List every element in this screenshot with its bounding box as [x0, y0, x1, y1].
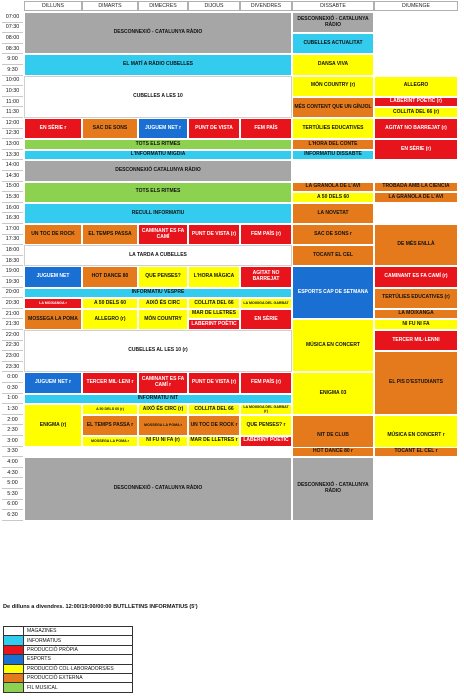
time-label: 4:00: [2, 457, 23, 468]
time-label: 10:00: [2, 76, 23, 87]
legend-label: ESPORTS: [27, 656, 51, 663]
program-block: LA GRANOLA DE L'AVI: [292, 182, 374, 193]
time-label: 12:00: [2, 118, 23, 129]
day-header: DIVENDRES: [240, 1, 292, 11]
program-block: MÓN COUNTRY: [138, 309, 188, 330]
program-block: AIXÒ ÉS CIRC: [138, 298, 188, 309]
program-block: L'HORA DEL CONTE: [292, 139, 374, 150]
program-block: EN SÈRIE (r): [374, 139, 458, 160]
time-label: 11:30: [2, 107, 23, 118]
legend-swatch: [4, 636, 24, 644]
program-block: LABERINT POÈTIC: [240, 436, 292, 447]
time-label: 21:00: [2, 309, 23, 320]
day-header: DIUMENGE: [374, 1, 458, 11]
day-header: DIMECRES: [138, 1, 188, 11]
time-label: 18:30: [2, 256, 23, 267]
program-block: LA MOIXIGA DEL GARBAT (r): [240, 404, 292, 415]
program-block: ALLEGRO (r): [82, 309, 138, 330]
time-label: 22:30: [2, 341, 23, 352]
program-block: JUGUEM NET r: [138, 118, 188, 139]
legend-label: INFORMATIUS: [27, 637, 62, 644]
time-label: 14:30: [2, 171, 23, 182]
program-block: EN SÈRIE: [240, 309, 292, 330]
time-label: 15:00: [2, 182, 23, 193]
program-block: SAC DE SONS: [82, 118, 138, 139]
time-label: 20:00: [2, 288, 23, 299]
program-block: AIXÒ ÉS CIRC (r): [138, 404, 188, 415]
program-block: MÚSICA EN CONCERT r: [374, 415, 458, 457]
program-block: CUBELLES ACTUALITAT: [292, 33, 374, 54]
program-block: LABERINT POÈTIC (r): [374, 97, 458, 108]
time-label: 2:00: [2, 415, 23, 426]
program-block: ALLEGRO: [374, 76, 458, 97]
bulletin-note: De dilluns a divendres. 12:00/19:00/00:00 BUTLLETINS INFORMATIUS (5'): [3, 604, 198, 610]
time-label: 16:30: [2, 213, 23, 224]
program-block: NIT DE CLUB: [292, 415, 374, 457]
legend-swatch: [4, 655, 24, 663]
time-label: 16:00: [2, 203, 23, 214]
time-label: 6:00: [2, 500, 23, 511]
time-label: 15:30: [2, 192, 23, 203]
program-block: PUNT DE VISTA: [188, 118, 240, 139]
time-label: 22:00: [2, 330, 23, 341]
time-label: 1:00: [2, 394, 23, 405]
time-label: 23:00: [2, 351, 23, 362]
legend-swatch: [4, 627, 24, 635]
time-label: 5:00: [2, 478, 23, 489]
program-block: AGITAT NO BARREJAT: [240, 266, 292, 287]
program-block: MÚSICA EN CONCERT: [292, 319, 374, 372]
legend-label: PRODUCCIÓ COL·LABORADORS/ES: [27, 665, 114, 672]
time-label: 08:30: [2, 44, 23, 55]
program-block: TERTÚLIES EDUCATIVES (r): [374, 288, 458, 309]
program-block: FEM PAÍS: [240, 118, 292, 139]
program-block: ESPORTS CAP DE SETMANA: [292, 266, 374, 319]
program-block: JUGUEM NET r: [24, 372, 82, 393]
program-block: UN TOC DE ROCK r: [188, 415, 240, 436]
time-label: 2:30: [2, 425, 23, 436]
program-block: TERCER MIL·LENNI: [374, 330, 458, 351]
program-block: EL TEMPS PASSA r: [82, 415, 138, 436]
time-label: 9:00: [2, 54, 23, 65]
time-label: 23:30: [2, 362, 23, 373]
program-block: CAMINANT ES FA CAMÍ r: [138, 372, 188, 393]
program-block: DE MÉS ENLLÀ: [374, 224, 458, 266]
day-header: DIJOUS: [188, 1, 240, 11]
legend-label: FIL MUSICAL: [27, 684, 58, 691]
legend-item: [4, 683, 132, 691]
time-label: 21:30: [2, 319, 23, 330]
legend-label: MAGAZINES: [27, 628, 57, 635]
time-label: 08:00: [2, 33, 23, 44]
legend-swatch: [4, 674, 24, 682]
program-block: NI FU NI FA (r): [138, 436, 188, 447]
program-block: JUGUEM NET: [24, 266, 82, 287]
time-label: 14:00: [2, 160, 23, 171]
program-block: TERCER MIL·LENI r: [82, 372, 138, 393]
time-label: 9:30: [2, 65, 23, 76]
program-block: AGITAT NO BARREJAT (r): [374, 118, 458, 139]
program-block: L'INFORMATIU MIGDIA: [24, 150, 292, 161]
time-label: 3:00: [2, 436, 23, 447]
time-label: 0:30: [2, 383, 23, 394]
program-block: CUBELLES A LES 10: [24, 76, 292, 118]
program-block: DESCONNEXIÓ - CATALUNYA RÀDIO: [292, 457, 374, 521]
program-block: LABERINT POÈTIC: [188, 319, 240, 330]
program-block: CAMINANT ES FA CAMÍ: [138, 224, 188, 245]
time-label: 17:00: [2, 224, 23, 235]
program-block: TOCANT EL CEL: [292, 245, 374, 266]
program-block: HOT DANCE 80: [82, 266, 138, 287]
program-block: MÓN COUNTRY (r): [292, 76, 374, 97]
program-block: L'HORA MÀGICA: [188, 266, 240, 287]
legend-item: [4, 627, 132, 636]
legend-label: PRODUCCIÓ EXTERNA: [27, 675, 83, 682]
legend-item: [4, 655, 132, 664]
program-block: A 50 DELS 60: [82, 298, 138, 309]
day-header: DILLUNS: [24, 1, 82, 11]
program-block: LA GRANOLA DE L'AVI: [374, 192, 458, 203]
program-block: MAR DE LLETRES r: [188, 436, 240, 447]
legend-label: PRODUCCIÓ PRÒPIA: [27, 646, 78, 653]
program-block: INFORMATIU VESPRE: [24, 288, 292, 299]
program-block: COLLITA DEL 66: [188, 298, 240, 309]
program-block: LA MOIXIGA DEL GARBAT: [240, 298, 292, 309]
program-block: TOTS ELS RITMES: [24, 182, 292, 203]
program-block: COLLITA DEL 66 (r): [374, 107, 458, 118]
program-block: COLLITA DEL 66: [188, 404, 240, 415]
program-block: TERTÚLIES EDUCATIVES: [292, 118, 374, 139]
time-label: 1:30: [2, 404, 23, 415]
program-block: SAC DE SONS r: [292, 224, 374, 245]
legend-swatch: [4, 683, 24, 691]
time-label: 5:30: [2, 489, 23, 500]
program-block: EL TEMPS PASSA: [82, 224, 138, 245]
program-block: MAR DE LLETRES: [188, 309, 240, 320]
program-block: QUE PENSES? r: [240, 415, 292, 436]
program-block: LA TARDA A CUBELLES: [24, 245, 292, 266]
program-block: A 50 DELS 60 (r): [82, 404, 138, 415]
program-block: EL PIS D'ESTUDIANTS: [374, 351, 458, 415]
program-block: DESCONNEXIÓ - CATALUNYA RÀDIO: [24, 457, 292, 521]
program-block: HOT DANCE 80 r: [292, 447, 374, 458]
time-label: 20:30: [2, 298, 23, 309]
time-label: 4:30: [2, 468, 23, 479]
time-label: 11:00: [2, 97, 23, 108]
program-block: ENIGMA 03: [292, 372, 374, 414]
program-block: MOSSEGA LA POMA r: [138, 415, 188, 436]
program-block: ENIGMA (r): [24, 404, 82, 446]
program-block: LA MOIXANGA: [374, 309, 458, 320]
program-block: FEM PAÍS (r): [240, 372, 292, 393]
time-label: 19:00: [2, 266, 23, 277]
program-block: QUE PENSES?: [138, 266, 188, 287]
program-block: UN TOC DE ROCK: [24, 224, 82, 245]
time-label: 12:30: [2, 129, 23, 140]
time-label: 0:00: [2, 372, 23, 383]
legend-item: [4, 646, 132, 655]
program-block: INFORMATIU DISSABTE: [292, 150, 374, 161]
program-block: PUNT DE VISTA (r): [188, 224, 240, 245]
legend-item: [4, 674, 132, 683]
program-block: TOCANT EL CEL r: [374, 447, 458, 458]
program-block: TOTS ELS RITMES: [24, 139, 292, 150]
color-legend: [3, 626, 133, 693]
program-block: CAMINANT ES FA CAMÍ (r): [374, 266, 458, 287]
program-block: LA MOIXANGA r: [24, 298, 82, 309]
day-header: DISSABTE: [292, 1, 374, 11]
program-block: EN SÈRIE r: [24, 118, 82, 139]
time-label: 10:30: [2, 86, 23, 97]
program-block: EL MATÍ A RÀDIO CUBELLES: [24, 54, 292, 75]
program-block: FEM PAÍS (r): [240, 224, 292, 245]
program-block: PUNT DE VISTA (r): [188, 372, 240, 393]
legend-item: [4, 636, 132, 645]
time-label: 13:30: [2, 150, 23, 161]
legend-item: [4, 665, 132, 674]
program-block: A 50 DELS 60: [292, 192, 374, 203]
time-label: 6:30: [2, 510, 23, 521]
time-label: 07:30: [2, 23, 23, 34]
program-block: DESCONNEXIÓ CATALUNYA RÀDIO: [24, 160, 292, 181]
program-block: INFORMATIU NIT: [24, 394, 292, 405]
time-label: 19:30: [2, 277, 23, 288]
day-header: DIMARTS: [82, 1, 138, 11]
program-block: RECULL INFORMATIU: [24, 203, 292, 224]
program-block: TROBADA AMB LA CIÈNCIA: [374, 182, 458, 193]
program-block: MOSSEGA LA POMA r: [82, 436, 138, 447]
program-block: DANSA VIVA: [292, 54, 374, 75]
program-block: MOSSEGA LA POMA: [24, 309, 82, 330]
legend-swatch: [4, 665, 24, 673]
time-label: 17:30: [2, 235, 23, 246]
program-block: DESCONNEXIÓ - CATALUNYA RÀDIO: [24, 12, 292, 54]
program-block: CUBELLES AL LES 10 (r): [24, 330, 292, 372]
program-block: MÉS CONTENT QUE UN GÍNJOL: [292, 97, 374, 118]
time-label: 07:00: [2, 12, 23, 23]
program-block: LA NOVETAT: [292, 203, 374, 224]
time-label: 3:30: [2, 447, 23, 458]
program-block: DESCONNEXIÓ - CATALUNYA RÀDIO: [292, 12, 374, 33]
legend-swatch: [4, 646, 24, 654]
time-label: 13:00: [2, 139, 23, 150]
program-block: NI FU NI FA: [374, 319, 458, 330]
time-label: 18:00: [2, 245, 23, 256]
